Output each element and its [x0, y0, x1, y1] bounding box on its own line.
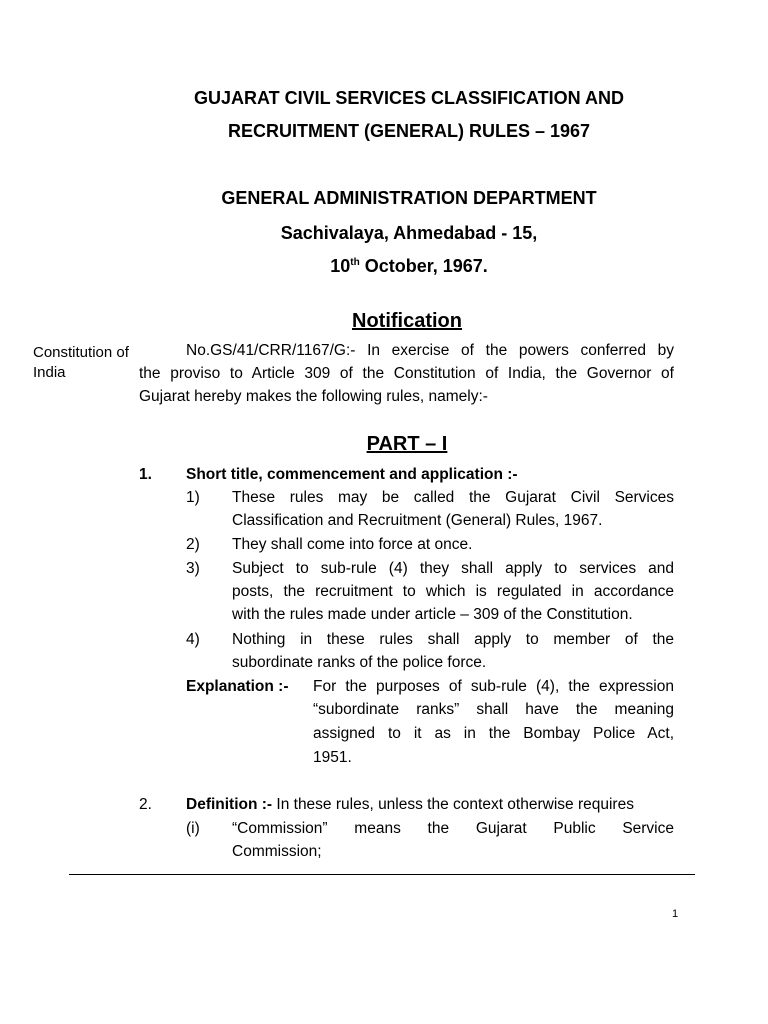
- notification-heading: Notification: [352, 310, 462, 332]
- address: Sachivalaya, Ahmedabad - 15,: [280, 223, 538, 243]
- rule2-number: 2.: [139, 796, 152, 813]
- rule2-heading: Definition :-: [186, 796, 273, 813]
- rule2-item1-line2: Commission;: [232, 843, 322, 860]
- rule2-item1-line1: “Commission” means the Gujarat Public Service: [232, 820, 674, 837]
- rule1-item2-number: 2): [186, 536, 200, 553]
- rule2-item1-number: (i): [186, 820, 200, 837]
- rule1-item3-line1: Subject to sub-rule (4) they shall apply to services and: [232, 560, 674, 577]
- footer-divider: [69, 874, 695, 875]
- rule1-item3-line3: with the rules made under article – 309 of the Constitution.: [232, 606, 633, 623]
- notification-line-3: Gujarat hereby makes the following rules, namely:-: [139, 388, 488, 405]
- date-day: 10: [330, 256, 351, 276]
- explanation-line2: “subordinate ranks” shall have the meaning: [313, 701, 674, 718]
- explanation-line3: assigned to it as in the Bombay Police Act,: [313, 725, 674, 742]
- document-date: [0, 256, 768, 277]
- document-title-line1: GUJARAT CIVIL SERVICES CLASSIFICATION AND: [193, 88, 625, 108]
- rule1-item1-line1: These rules may be called the Gujarat Civil Services: [232, 489, 674, 506]
- rule1-item1-number: 1): [186, 489, 200, 506]
- rule1-heading: Short title, commencement and application :-: [186, 466, 518, 483]
- rule2-intro: In these rules, unless the context otherwise requires: [272, 796, 634, 813]
- date-ordinal: th: [350, 257, 360, 268]
- notification-line-1: No.GS/41/CRR/1167/G:- In exercise of the powers conferred by: [186, 342, 674, 359]
- part-heading: PART – I: [366, 433, 448, 455]
- explanation-label: Explanation :-: [186, 678, 289, 695]
- rule2-heading-line: [186, 796, 634, 814]
- rule1-item4-number: 4): [186, 631, 200, 648]
- document-title-line2: RECRUITMENT (GENERAL) RULES – 1967: [227, 121, 591, 141]
- rule1-item1-line2: Classification and Recruitment (General) Rules, 1967.: [232, 512, 603, 529]
- explanation-line1: For the purposes of sub-rule (4), the expression: [313, 678, 674, 695]
- rule1-item4-line2: subordinate ranks of the police force.: [232, 654, 487, 671]
- page-number: 1: [672, 908, 679, 920]
- rule1-item3-number: 3): [186, 560, 200, 577]
- margin-note: Constitution of India: [33, 344, 129, 381]
- date-rest: October, 1967.: [359, 256, 488, 276]
- notification-line-2: the proviso to Article 309 of the Constitution of India, the Governor of: [139, 365, 674, 382]
- rule1-item4-line1: Nothing in these rules shall apply to member of the: [232, 631, 674, 648]
- department-name: GENERAL ADMINISTRATION DEPARTMENT: [221, 188, 597, 208]
- rule1-item2-line1: They shall come into force at once.: [232, 536, 473, 553]
- rule1-number: 1.: [139, 466, 152, 483]
- rule1-item3-line2: posts, the recruitment to which is regulated in accordance: [232, 583, 674, 600]
- explanation-line4: 1951.: [313, 749, 352, 766]
